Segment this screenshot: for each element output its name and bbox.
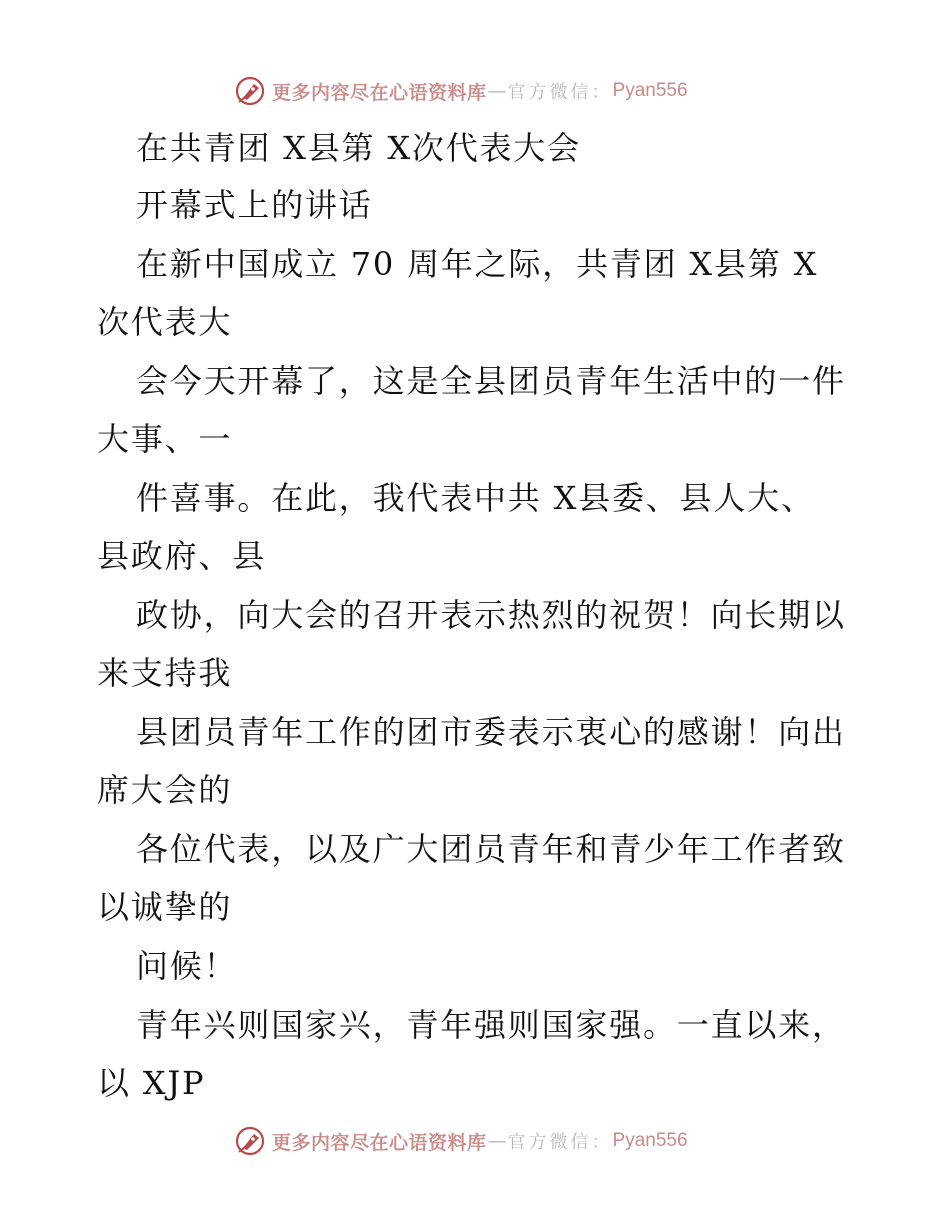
header-watermark [0, 71, 950, 111]
watermark-wechat-id: Pyan556 [612, 80, 688, 101]
paragraph-line: 件喜事。在此，我代表中共 X县委、县人大、 [136, 479, 815, 517]
watermark-wechat-label: 官方微信： [507, 82, 613, 103]
watermark-text: 更多内容尽在心语资料库 [272, 1131, 487, 1154]
paragraph-line: 县政府、县 [97, 537, 267, 575]
document-title-line: 在共青团 X县第 X次代表大会 [136, 129, 581, 167]
pen-nib-logo-icon [234, 1125, 266, 1157]
paragraph-line: 在新中国成立 70 周年之际，共青团 X县第 X [136, 245, 819, 283]
paragraph-line: 以 XJP [97, 1064, 206, 1102]
watermark-wechat-id: Pyan556 [612, 1130, 688, 1151]
paragraph-line: 会今天开幕了，这是全县团员青年生活中的一件 [136, 362, 846, 400]
paragraph-line: 问候！ [136, 947, 238, 985]
paragraph-line: 次代表大 [97, 303, 233, 341]
paragraph-line: 来支持我 [97, 654, 233, 692]
paragraph-line: 席大会的 [97, 771, 233, 809]
watermark-wechat-label: 官方微信： [507, 1132, 613, 1153]
footer-watermark [0, 1121, 950, 1161]
watermark-dash: — [487, 1130, 507, 1152]
paragraph-line: 县团员青年工作的团市委表示衷心的感谢！向出 [136, 713, 846, 751]
paragraph-line: 青年兴则国家兴，青年强则国家强。一直以来， [136, 1006, 846, 1044]
paragraph-line: 大事、一 [97, 420, 233, 458]
paragraph-line: 各位代表，以及广大团员青年和青少年工作者致 [136, 830, 846, 868]
watermark-text: 更多内容尽在心语资料库 [272, 81, 487, 104]
document-subtitle-line: 开幕式上的讲话 [136, 186, 373, 224]
paragraph-line: 政协，向大会的召开表示热烈的祝贺！向长期以 [136, 596, 846, 634]
paragraph-line: 以诚挚的 [97, 888, 233, 926]
pen-nib-logo-icon [234, 75, 266, 107]
watermark-dash: — [487, 80, 507, 102]
